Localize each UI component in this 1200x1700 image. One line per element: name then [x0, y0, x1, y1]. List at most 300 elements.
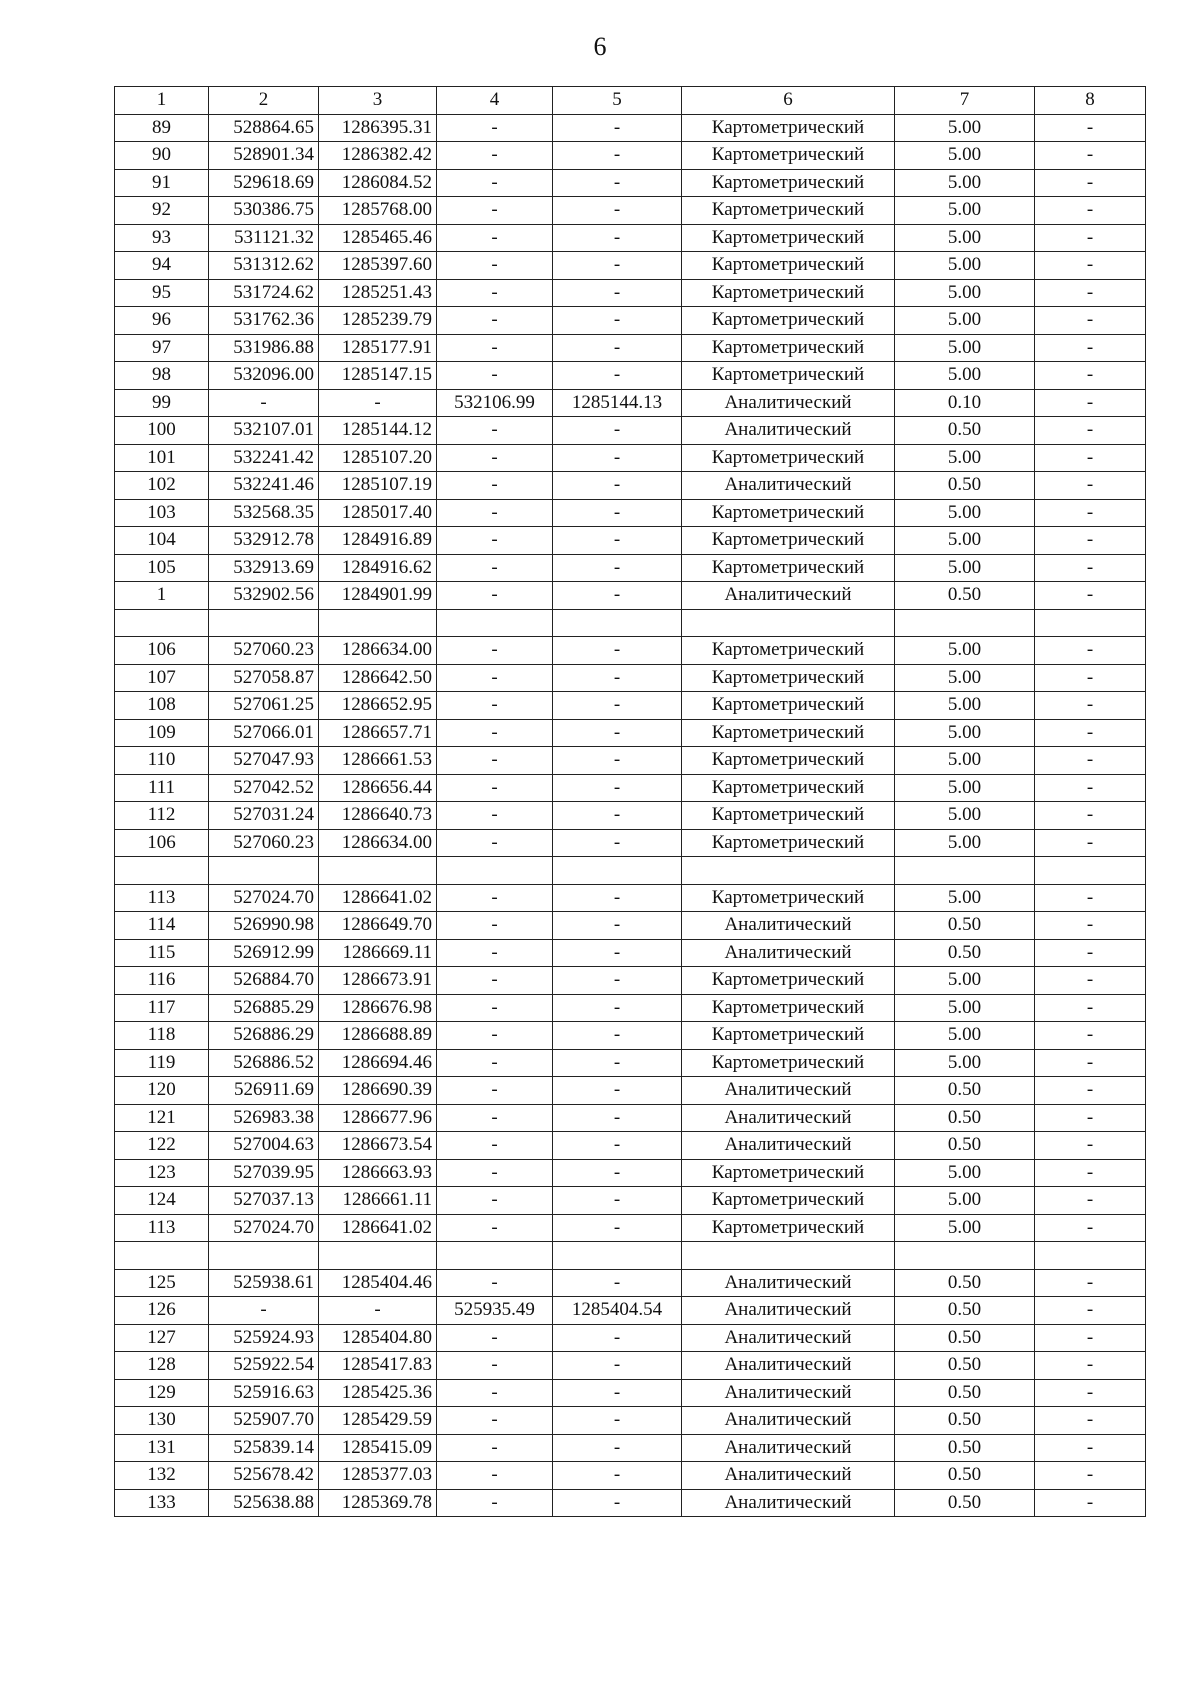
cell-y-coordinate: 1286642.50: [319, 664, 437, 692]
cell-note: -: [1035, 169, 1146, 197]
cell-y-coordinate: 1285369.78: [319, 1489, 437, 1517]
cell-x-new: -: [437, 829, 553, 857]
cell-note: -: [1035, 747, 1146, 775]
cell-point-number: 113: [115, 1214, 209, 1242]
cell-method: Картометрический: [682, 197, 895, 225]
cell-y-new: -: [553, 169, 682, 197]
cell-y-new: -: [553, 664, 682, 692]
cell-x-new: -: [437, 719, 553, 747]
cell-point-number: [115, 857, 209, 885]
cell-y-coordinate: 1285415.09: [319, 1434, 437, 1462]
cell-y-coordinate: 1285417.83: [319, 1352, 437, 1380]
table-row: [115, 719, 1146, 747]
cell-accuracy: 5.00: [895, 527, 1035, 555]
cell-x-new: -: [437, 1104, 553, 1132]
cell-x-coordinate: 527031.24: [209, 802, 319, 830]
cell-note: -: [1035, 472, 1146, 500]
cell-y-coordinate: 1285377.03: [319, 1462, 437, 1490]
cell-y-new: -: [553, 197, 682, 225]
cell-x-coordinate: 526983.38: [209, 1104, 319, 1132]
cell-x-coordinate: 531312.62: [209, 252, 319, 280]
table-row: [115, 389, 1146, 417]
cell-x-coordinate: 532912.78: [209, 527, 319, 555]
cell-method: Картометрический: [682, 334, 895, 362]
cell-accuracy: 5.00: [895, 884, 1035, 912]
cell-y-coordinate: 1285107.19: [319, 472, 437, 500]
cell-note: -: [1035, 967, 1146, 995]
cell-x-new: -: [437, 1407, 553, 1435]
cell-y-coordinate: 1285147.15: [319, 362, 437, 390]
cell-note: -: [1035, 1214, 1146, 1242]
cell-accuracy: 0.50: [895, 582, 1035, 610]
cell-y-new: -: [553, 912, 682, 940]
cell-accuracy: 0.50: [895, 1077, 1035, 1105]
cell-y-new: -: [553, 1187, 682, 1215]
cell-method: Аналитический: [682, 1297, 895, 1325]
table-row: [115, 912, 1146, 940]
cell-y-coordinate: 1286669.11: [319, 939, 437, 967]
table-body: [115, 87, 1146, 1517]
cell-accuracy: 5.00: [895, 252, 1035, 280]
cell-x-coordinate: 525922.54: [209, 1352, 319, 1380]
cell-accuracy: 5.00: [895, 279, 1035, 307]
page-number: 6: [593, 32, 607, 61]
cell-method: Аналитический: [682, 1462, 895, 1490]
cell-y-coordinate: 1286641.02: [319, 1214, 437, 1242]
cell-x-new: -: [437, 362, 553, 390]
cell-y-new: -: [553, 1489, 682, 1517]
cell-x-coordinate: 525907.70: [209, 1407, 319, 1435]
cell-y-new: -: [553, 334, 682, 362]
cell-accuracy: 0.50: [895, 1434, 1035, 1462]
cell-x-coordinate: 532241.46: [209, 472, 319, 500]
table-row: [115, 142, 1146, 170]
cell-accuracy: 5.00: [895, 307, 1035, 335]
cell-y-new: -: [553, 967, 682, 995]
cell-x-new: -: [437, 1489, 553, 1517]
cell-y-new: -: [553, 1434, 682, 1462]
cell-x-new: -: [437, 499, 553, 527]
cell-x-coordinate: 532902.56: [209, 582, 319, 610]
cell-y-new: -: [553, 774, 682, 802]
cell-accuracy: 5.00: [895, 334, 1035, 362]
cell-accuracy: 5.00: [895, 802, 1035, 830]
cell-note: [1035, 857, 1146, 885]
table-row: [115, 1352, 1146, 1380]
cell-point-number: 110: [115, 747, 209, 775]
cell-x-coordinate: 525678.42: [209, 1462, 319, 1490]
cell-note: -: [1035, 692, 1146, 720]
column-header-accuracy: 7: [895, 87, 1035, 115]
cell-note: -: [1035, 197, 1146, 225]
table-row: [115, 252, 1146, 280]
cell-y-coordinate: 1286634.00: [319, 637, 437, 665]
table-row: [115, 967, 1146, 995]
cell-note: -: [1035, 1187, 1146, 1215]
column-header-x-coordinate: 2: [209, 87, 319, 115]
cell-y-coordinate: 1285397.60: [319, 252, 437, 280]
cell-y-new: -: [553, 1132, 682, 1160]
cell-x-new: -: [437, 967, 553, 995]
cell-x-new: -: [437, 279, 553, 307]
cell-x-coordinate: 526911.69: [209, 1077, 319, 1105]
cell-x-coordinate: 526886.52: [209, 1049, 319, 1077]
column-header-point-number: 1: [115, 87, 209, 115]
cell-x-coordinate: 527024.70: [209, 1214, 319, 1242]
cell-y-coordinate: [319, 609, 437, 637]
cell-accuracy: 5.00: [895, 1214, 1035, 1242]
table-header-row: [115, 87, 1146, 115]
cell-y-coordinate: 1285465.46: [319, 224, 437, 252]
cell-note: -: [1035, 389, 1146, 417]
cell-accuracy: 5.00: [895, 692, 1035, 720]
cell-x-new: -: [437, 912, 553, 940]
cell-y-coordinate: 1286661.53: [319, 747, 437, 775]
cell-note: -: [1035, 829, 1146, 857]
cell-note: -: [1035, 939, 1146, 967]
cell-note: -: [1035, 719, 1146, 747]
table-row: [115, 527, 1146, 555]
cell-note: [1035, 1242, 1146, 1270]
cell-accuracy: 5.00: [895, 774, 1035, 802]
cell-x-new: 525935.49: [437, 1297, 553, 1325]
cell-x-new: -: [437, 1159, 553, 1187]
cell-note: -: [1035, 1462, 1146, 1490]
cell-x-coordinate: [209, 857, 319, 885]
cell-point-number: 104: [115, 527, 209, 555]
cell-point-number: 96: [115, 307, 209, 335]
cell-x-coordinate: 525938.61: [209, 1269, 319, 1297]
cell-point-number: 107: [115, 664, 209, 692]
cell-x-new: -: [437, 472, 553, 500]
cell-point-number: 131: [115, 1434, 209, 1462]
cell-note: -: [1035, 1159, 1146, 1187]
cell-x-new: -: [437, 1132, 553, 1160]
cell-point-number: 106: [115, 637, 209, 665]
cell-accuracy: 5.00: [895, 1187, 1035, 1215]
cell-x-new: -: [437, 1049, 553, 1077]
cell-accuracy: 5.00: [895, 1049, 1035, 1077]
cell-method: Картометрический: [682, 994, 895, 1022]
cell-point-number: 116: [115, 967, 209, 995]
cell-method: Картометрический: [682, 1049, 895, 1077]
table-row: [115, 1462, 1146, 1490]
cell-method: Аналитический: [682, 939, 895, 967]
cell-x-new: -: [437, 1022, 553, 1050]
table-row: [115, 1214, 1146, 1242]
cell-x-coordinate: 531121.32: [209, 224, 319, 252]
cell-method: Картометрический: [682, 1214, 895, 1242]
column-header-x-new: 4: [437, 87, 553, 115]
cell-x-coordinate: 528864.65: [209, 114, 319, 142]
cell-y-new: -: [553, 114, 682, 142]
cell-y-coordinate: 1284916.62: [319, 554, 437, 582]
cell-note: -: [1035, 307, 1146, 335]
cell-y-new: -: [553, 802, 682, 830]
cell-y-new: -: [553, 582, 682, 610]
cell-y-new: -: [553, 747, 682, 775]
cell-accuracy: [895, 857, 1035, 885]
table-row: [115, 197, 1146, 225]
cell-y-new: -: [553, 884, 682, 912]
table-row: [115, 1379, 1146, 1407]
cell-method: Картометрический: [682, 114, 895, 142]
cell-method: Аналитический: [682, 1352, 895, 1380]
cell-y-new: -: [553, 362, 682, 390]
cell-note: -: [1035, 1407, 1146, 1435]
cell-method: Картометрический: [682, 1022, 895, 1050]
cell-accuracy: 5.00: [895, 362, 1035, 390]
cell-method: Аналитический: [682, 1434, 895, 1462]
cell-y-coordinate: 1284916.89: [319, 527, 437, 555]
cell-y-new: -: [553, 1049, 682, 1077]
cell-point-number: 113: [115, 884, 209, 912]
cell-x-new: -: [437, 692, 553, 720]
cell-point-number: 130: [115, 1407, 209, 1435]
cell-y-coordinate: 1285239.79: [319, 307, 437, 335]
cell-y-coordinate: 1285017.40: [319, 499, 437, 527]
cell-x-coordinate: 530386.75: [209, 197, 319, 225]
cell-point-number: 114: [115, 912, 209, 940]
cell-method: Картометрический: [682, 142, 895, 170]
table-row: [115, 1489, 1146, 1517]
cell-point-number: 95: [115, 279, 209, 307]
cell-y-coordinate: 1286663.93: [319, 1159, 437, 1187]
cell-accuracy: 5.00: [895, 719, 1035, 747]
cell-method: Картометрический: [682, 829, 895, 857]
cell-accuracy: 0.50: [895, 1462, 1035, 1490]
cell-accuracy: 0.50: [895, 1297, 1035, 1325]
column-header-y-coordinate: 3: [319, 87, 437, 115]
cell-x-new: -: [437, 664, 553, 692]
cell-y-new: -: [553, 829, 682, 857]
cell-note: -: [1035, 884, 1146, 912]
cell-x-coordinate: 527047.93: [209, 747, 319, 775]
cell-y-coordinate: 1286694.46: [319, 1049, 437, 1077]
cell-method: Картометрический: [682, 224, 895, 252]
cell-note: -: [1035, 1132, 1146, 1160]
cell-point-number: 97: [115, 334, 209, 362]
table-row: [115, 774, 1146, 802]
cell-accuracy: 5.00: [895, 1022, 1035, 1050]
table-row: [115, 637, 1146, 665]
cell-x-coordinate: 531986.88: [209, 334, 319, 362]
cell-point-number: 92: [115, 197, 209, 225]
cell-x-new: -: [437, 1187, 553, 1215]
cell-note: -: [1035, 637, 1146, 665]
cell-x-coordinate: 532241.42: [209, 444, 319, 472]
cell-point-number: 103: [115, 499, 209, 527]
cell-method: Картометрический: [682, 252, 895, 280]
cell-point-number: 129: [115, 1379, 209, 1407]
cell-x-new: -: [437, 252, 553, 280]
cell-method: Аналитический: [682, 1104, 895, 1132]
cell-x-coordinate: 531724.62: [209, 279, 319, 307]
cell-x-coordinate: 532096.00: [209, 362, 319, 390]
cell-y-new: -: [553, 279, 682, 307]
cell-note: -: [1035, 1324, 1146, 1352]
cell-method: [682, 857, 895, 885]
cell-x-coordinate: 526886.29: [209, 1022, 319, 1050]
cell-y-new: -: [553, 472, 682, 500]
cell-method: Картометрический: [682, 747, 895, 775]
cell-point-number: 111: [115, 774, 209, 802]
cell-x-new: -: [437, 554, 553, 582]
cell-y-new: -: [553, 719, 682, 747]
table-row: [115, 499, 1146, 527]
cell-accuracy: 5.00: [895, 637, 1035, 665]
cell-x-new: -: [437, 114, 553, 142]
cell-accuracy: 5.00: [895, 197, 1035, 225]
cell-note: -: [1035, 1489, 1146, 1517]
cell-note: -: [1035, 554, 1146, 582]
cell-point-number: 91: [115, 169, 209, 197]
cell-x-new: -: [437, 582, 553, 610]
table-row: [115, 994, 1146, 1022]
table-row: [115, 1077, 1146, 1105]
cell-note: -: [1035, 499, 1146, 527]
cell-x-new: -: [437, 1077, 553, 1105]
cell-accuracy: 0.50: [895, 1104, 1035, 1132]
table-row: [115, 1269, 1146, 1297]
cell-note: -: [1035, 417, 1146, 445]
cell-point-number: 109: [115, 719, 209, 747]
cell-x-new: -: [437, 417, 553, 445]
cell-note: [1035, 609, 1146, 637]
coordinates-table: [114, 86, 1146, 1517]
cell-y-coordinate: 1285144.12: [319, 417, 437, 445]
table-row: [115, 1159, 1146, 1187]
cell-point-number: 126: [115, 1297, 209, 1325]
table-row: [115, 169, 1146, 197]
cell-accuracy: 0.50: [895, 1324, 1035, 1352]
cell-y-new: -: [553, 554, 682, 582]
cell-point-number: 108: [115, 692, 209, 720]
cell-method: Аналитический: [682, 1324, 895, 1352]
column-header-note: 8: [1035, 87, 1146, 115]
cell-x-new: -: [437, 1352, 553, 1380]
cell-point-number: 106: [115, 829, 209, 857]
cell-method: Картометрический: [682, 307, 895, 335]
cell-point-number: 122: [115, 1132, 209, 1160]
cell-y-coordinate: 1285404.46: [319, 1269, 437, 1297]
cell-y-new: -: [553, 1407, 682, 1435]
cell-accuracy: 5.00: [895, 114, 1035, 142]
table-row: [115, 1187, 1146, 1215]
table-row: [115, 829, 1146, 857]
table-row: [115, 554, 1146, 582]
cell-y-new: -: [553, 1159, 682, 1187]
table-row: [115, 1132, 1146, 1160]
cell-point-number: 119: [115, 1049, 209, 1077]
cell-x-coordinate: 532913.69: [209, 554, 319, 582]
cell-y-coordinate: 1286656.44: [319, 774, 437, 802]
cell-note: -: [1035, 1049, 1146, 1077]
cell-x-new: -: [437, 334, 553, 362]
cell-accuracy: 5.00: [895, 142, 1035, 170]
cell-y-new: -: [553, 1352, 682, 1380]
cell-x-new: -: [437, 1269, 553, 1297]
table-separator-row: [115, 609, 1146, 637]
cell-y-coordinate: 1286690.39: [319, 1077, 437, 1105]
cell-method: Картометрический: [682, 499, 895, 527]
cell-point-number: 123: [115, 1159, 209, 1187]
cell-note: -: [1035, 912, 1146, 940]
cell-y-coordinate: 1286688.89: [319, 1022, 437, 1050]
cell-accuracy: 0.50: [895, 912, 1035, 940]
cell-x-coordinate: 527042.52: [209, 774, 319, 802]
cell-y-new: -: [553, 1022, 682, 1050]
cell-point-number: [115, 609, 209, 637]
cell-y-coordinate: 1285404.80: [319, 1324, 437, 1352]
cell-x-coordinate: 527060.23: [209, 637, 319, 665]
cell-method: Аналитический: [682, 1132, 895, 1160]
cell-y-coordinate: 1286677.96: [319, 1104, 437, 1132]
cell-y-new: -: [553, 252, 682, 280]
cell-y-coordinate: 1285429.59: [319, 1407, 437, 1435]
cell-note: -: [1035, 279, 1146, 307]
cell-x-coordinate: 528901.34: [209, 142, 319, 170]
cell-method: Картометрический: [682, 444, 895, 472]
cell-y-new: -: [553, 142, 682, 170]
cell-accuracy: 0.50: [895, 472, 1035, 500]
cell-accuracy: 5.00: [895, 994, 1035, 1022]
table-row: [115, 1434, 1146, 1462]
column-header-method: 6: [682, 87, 895, 115]
cell-y-coordinate: -: [319, 389, 437, 417]
cell-x-new: -: [437, 1214, 553, 1242]
cell-note: -: [1035, 114, 1146, 142]
cell-y-coordinate: 1286673.91: [319, 967, 437, 995]
cell-y-new: -: [553, 1214, 682, 1242]
table-row: [115, 664, 1146, 692]
cell-method: Аналитический: [682, 1077, 895, 1105]
cell-note: -: [1035, 994, 1146, 1022]
cell-accuracy: 5.00: [895, 499, 1035, 527]
cell-note: -: [1035, 1434, 1146, 1462]
cell-point-number: 98: [115, 362, 209, 390]
cell-y-coordinate: -: [319, 1297, 437, 1325]
column-header-y-new: 5: [553, 87, 682, 115]
cell-accuracy: 0.50: [895, 1379, 1035, 1407]
cell-y-coordinate: 1286661.11: [319, 1187, 437, 1215]
cell-x-coordinate: 527061.25: [209, 692, 319, 720]
cell-x-new: -: [437, 307, 553, 335]
cell-method: Аналитический: [682, 417, 895, 445]
cell-x-coordinate: 531762.36: [209, 307, 319, 335]
cell-method: [682, 609, 895, 637]
cell-x-new: -: [437, 747, 553, 775]
cell-accuracy: 5.00: [895, 444, 1035, 472]
cell-method: Картометрический: [682, 527, 895, 555]
cell-y-coordinate: 1285107.20: [319, 444, 437, 472]
cell-note: -: [1035, 334, 1146, 362]
cell-point-number: 128: [115, 1352, 209, 1380]
cell-accuracy: 5.00: [895, 664, 1035, 692]
cell-x-new: [437, 1242, 553, 1270]
cell-x-coordinate: 526884.70: [209, 967, 319, 995]
cell-x-coordinate: 527066.01: [209, 719, 319, 747]
cell-x-coordinate: 525638.88: [209, 1489, 319, 1517]
cell-x-coordinate: 525839.14: [209, 1434, 319, 1462]
cell-note: -: [1035, 774, 1146, 802]
cell-y-coordinate: [319, 1242, 437, 1270]
cell-x-coordinate: [209, 1242, 319, 1270]
table-row: [115, 1324, 1146, 1352]
cell-y-new: -: [553, 527, 682, 555]
cell-point-number: 1: [115, 582, 209, 610]
cell-note: -: [1035, 1379, 1146, 1407]
